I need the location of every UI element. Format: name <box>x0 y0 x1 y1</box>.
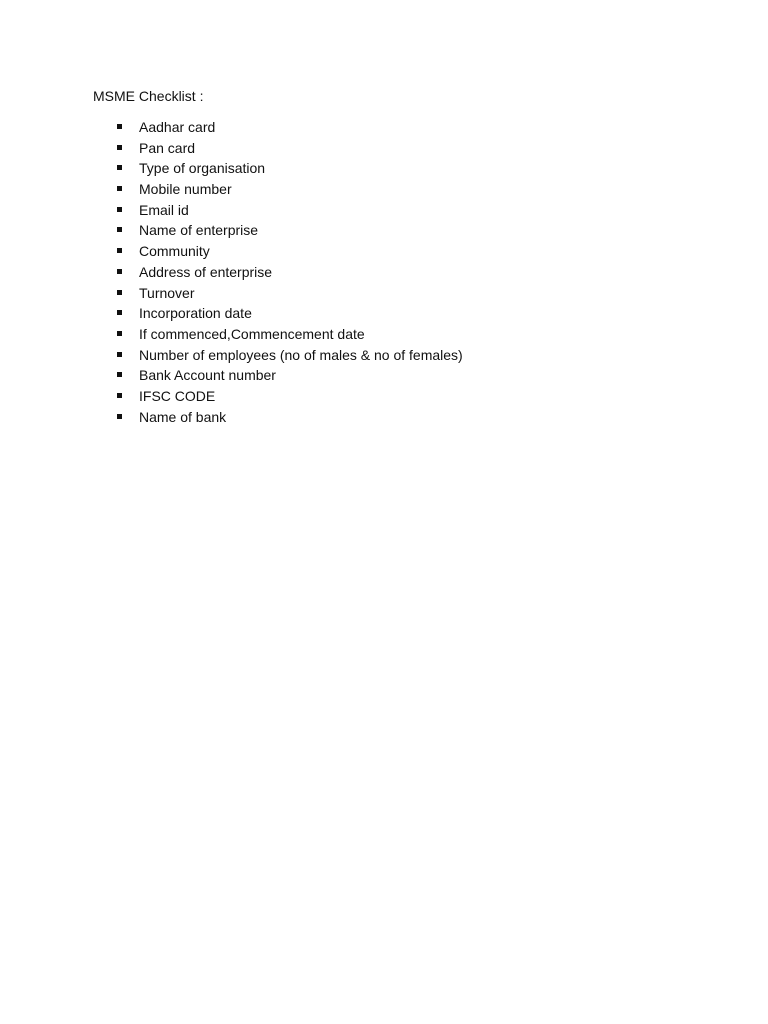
list-item-text: Address of enterprise <box>139 263 273 280</box>
list-item-text: Pan card <box>139 139 196 156</box>
list-item-text: Email id <box>139 201 189 218</box>
square-bullet-icon <box>117 414 122 419</box>
list-item-text: Mobile number <box>139 181 232 198</box>
square-bullet-icon <box>117 372 122 377</box>
list-item-text: Type of organisation <box>139 160 266 177</box>
square-bullet-icon <box>117 227 122 232</box>
list-item-text: Incorporation date <box>139 305 252 322</box>
list-item-text: IFSC CODE <box>139 387 216 404</box>
square-bullet-icon <box>117 269 122 274</box>
list-item-text: If commenced,Commencement date <box>139 325 365 342</box>
square-bullet-icon <box>117 331 122 336</box>
square-bullet-icon <box>117 352 122 357</box>
square-bullet-icon <box>117 248 122 253</box>
list-item-text: Number of employees (no of males & no of females) <box>139 346 463 363</box>
square-bullet-icon <box>117 290 122 295</box>
list-item-text: Name of enterprise <box>139 222 259 239</box>
square-bullet-icon <box>117 310 122 315</box>
list-item-text: Aadhar card <box>139 119 216 135</box>
square-bullet-icon <box>117 207 122 212</box>
checklist-title: MSME Checklist : <box>93 88 204 104</box>
square-bullet-icon <box>117 165 122 170</box>
list-item-text: Turnover <box>139 284 195 301</box>
list-item-text: Community <box>139 243 210 260</box>
square-bullet-icon <box>117 186 122 191</box>
square-bullet-icon <box>117 145 122 150</box>
list-item-text: Bank Account number <box>139 367 276 384</box>
square-bullet-icon <box>117 124 122 129</box>
square-bullet-icon <box>117 393 122 398</box>
list-item-text: Name of bank <box>139 408 227 425</box>
